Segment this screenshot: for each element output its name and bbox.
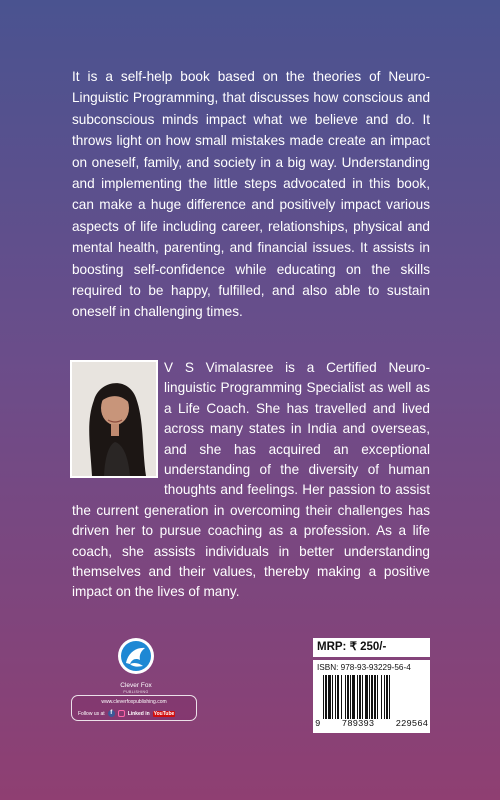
publisher-website[interactable]: www.cleverfoxpublishing.com (101, 699, 167, 705)
publisher-logo (96, 636, 176, 694)
barcode-digit-group-1: 789393 (341, 719, 375, 729)
social-links-box (71, 695, 197, 721)
barcode-box (313, 660, 430, 733)
linkedin-icon[interactable]: Linked in (127, 710, 150, 717)
facebook-icon[interactable]: f (108, 710, 115, 717)
photo-wrap-space (72, 358, 164, 482)
book-blurb: It is a self-help book based on the theories of Neuro-Linguistic Programming, that discusses how conscious and subconscious minds impact what we believe and do. It throws light on how small mistakes made create an impact on oneself, family, and society in a big way. Understanding and implementing the little steps advocated in this book, can make a huge difference and positively impact various aspects of life including career, relationships, physical and mental health, parenting, and financial issues. It assists in boosting self-confidence while educating on the skills required to be happy, fulfilled, and also able to sustain oneself in challenging times. (72, 69, 430, 320)
author-bio (72, 358, 430, 603)
barcode-digits (315, 719, 428, 730)
publisher-subtitle: PUBLISHING (123, 690, 149, 694)
instagram-icon[interactable] (118, 710, 125, 717)
youtube-icon[interactable]: YouTube (153, 710, 175, 717)
author-bio-text: V S Vimalasree is a Certified Neuro-linguistic Programming Specialist as well as a Life Coach. She has travelled and lived across many states in India and overseas, and she has acquired an exceptional understanding of the diversity of human thoughts and feelings. Her passion to assist the current generation in overcoming their challenges has driven her to pursue coaching as a profession. As a life coach, she assists individuals in better understanding themselves and their values, thereby making a positive impact on the lives of many. (72, 360, 430, 600)
isbn-label: ISBN: 978-93-93229-56-4 (317, 663, 411, 672)
barcode-digit-group-2: 229564 (395, 719, 428, 729)
publisher-name: Clever Fox (120, 682, 152, 689)
barcode-digit-lead: 9 (315, 719, 321, 729)
fox-logo-icon (117, 636, 155, 676)
barcode-icon (323, 675, 421, 719)
follow-label: Follow us at (78, 710, 105, 717)
follow-row (78, 709, 192, 718)
price-label: MRP: ₹ 250/- (313, 638, 430, 657)
